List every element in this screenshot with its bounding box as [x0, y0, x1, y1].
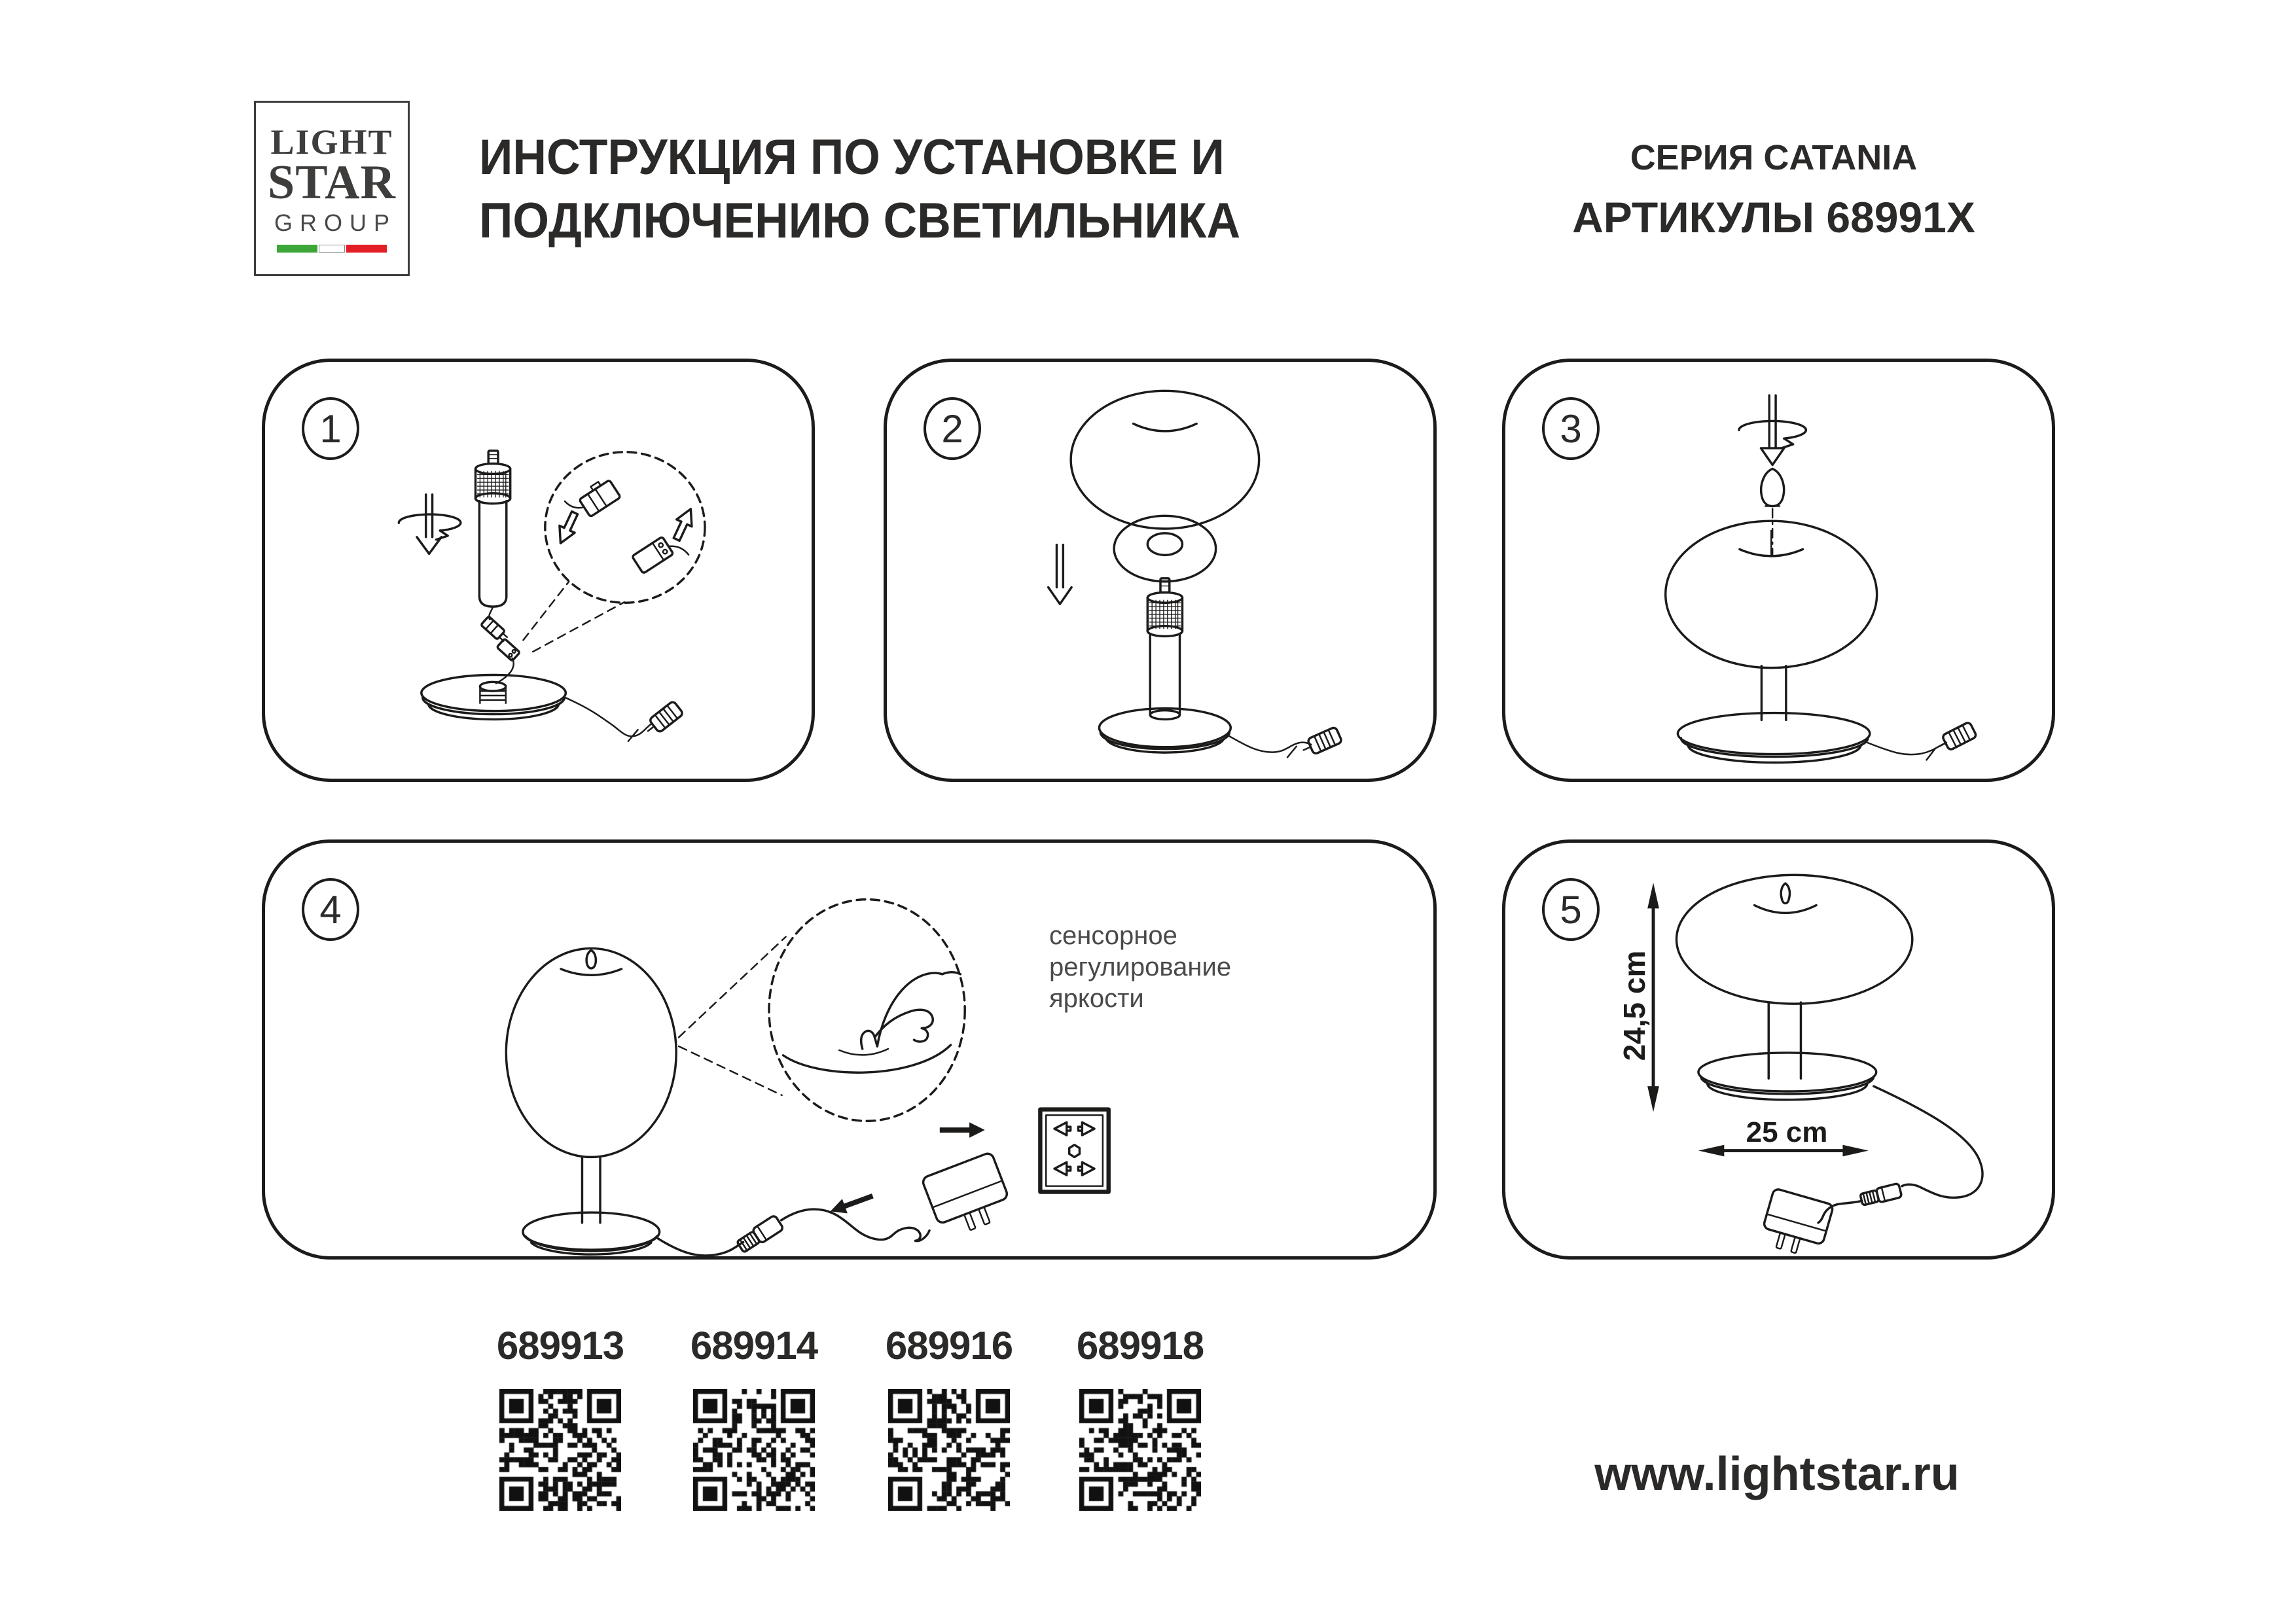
article-item [496, 1323, 624, 1511]
step-number-badge [302, 397, 359, 460]
power-cable [565, 697, 652, 736]
page-title-line1: ИНСТРУКЦИЯ ПО УСТАНОВКЕ И [479, 130, 1225, 185]
article-code: 689914 [690, 1324, 818, 1368]
step-panel-4 [262, 839, 1437, 1260]
touch-note-line2: регулирование [1049, 953, 1232, 981]
stem-pole [1147, 578, 1182, 720]
rotation-arrow-icon [1739, 395, 1806, 465]
power-cable [1228, 735, 1311, 752]
step-panel-5 [1502, 839, 2055, 1260]
article-item [885, 1323, 1013, 1511]
touch-control-note [1049, 920, 1231, 1014]
wall-socket-icon [1040, 1110, 1108, 1192]
page-title-line2: ПОДКЛЮЧЕНИЮ СВЕТИЛЬНИКА [479, 193, 1241, 249]
lamp-shade [1071, 391, 1259, 529]
italy-flag-icon [277, 245, 387, 253]
qr-code [693, 1389, 815, 1511]
logo-word-group: GROUP [274, 209, 397, 237]
width-dimension-label: 25 cm [1746, 1116, 1828, 1148]
step-number-badge [1542, 397, 1600, 460]
table-lamp [1676, 875, 1912, 1100]
shade-rim-line [783, 1045, 951, 1072]
article-code: 689916 [885, 1324, 1013, 1368]
article-code: 689918 [1076, 1324, 1204, 1368]
power-adapter-icon [1759, 1188, 1834, 1256]
flag-green-stripe [277, 245, 317, 253]
step-number: 2 [941, 406, 963, 451]
touch-note-line3: яркости [1049, 984, 1144, 1013]
touch-note-line1: сенсорное [1049, 921, 1177, 950]
qr-code [499, 1389, 621, 1511]
step-number: 4 [319, 887, 342, 932]
washer-disc [1114, 516, 1216, 581]
shade-smile-line [839, 1049, 888, 1055]
flag-white-stripe [319, 245, 346, 253]
step-number-badge [302, 878, 359, 941]
flag-red-stripe [346, 245, 387, 253]
logo-word-light: LIGHT [270, 122, 393, 162]
article-code: 689913 [496, 1324, 624, 1368]
power-cable [658, 1209, 929, 1256]
website-url: www.lightstar.ru [1594, 1448, 1960, 1500]
step-panel-1 [262, 359, 815, 782]
step-panel-2 [884, 359, 1437, 782]
series-articles: АРТИКУЛЫ 68991X [1572, 193, 1975, 241]
inline-connector [736, 1215, 783, 1254]
logo-word-star: STAR [268, 155, 396, 209]
qr-code [888, 1389, 1010, 1511]
article-item [1076, 1323, 1204, 1511]
plug-in-arrow-icon [940, 1122, 985, 1138]
series-block [1518, 137, 2029, 242]
step-number: 5 [1560, 887, 1582, 932]
step-number-badge [924, 397, 981, 460]
page-title [479, 126, 1240, 253]
step4-illustration [265, 843, 1433, 1256]
step-number-badge [1542, 878, 1600, 941]
rotation-arrow-icon [399, 495, 461, 554]
article-item [690, 1323, 818, 1511]
push-direction-arrow-icon [553, 509, 583, 546]
inset-touch-circle [679, 900, 965, 1121]
lamp-shade [1666, 521, 1877, 667]
wire-connector-female [497, 639, 520, 661]
qr-code [1079, 1389, 1201, 1511]
lamp-base [1677, 713, 1869, 763]
power-plug [643, 701, 683, 738]
wire-to-base [496, 658, 514, 683]
lightstar-logo [254, 101, 410, 276]
power-adapter-icon [922, 1152, 1015, 1240]
light-bulb [1761, 468, 1784, 506]
inset-detail-circle [523, 452, 705, 652]
series-name: СЕРИЯ CATANIA [1630, 138, 1918, 177]
step-panel-3 [1502, 359, 2055, 782]
height-dimension-label: 24,5 cm [1617, 950, 1651, 1061]
touch-hand-icon [861, 972, 961, 1049]
step-number: 3 [1560, 406, 1582, 451]
lamp-stem [476, 451, 511, 620]
down-arrow-icon [1049, 545, 1071, 605]
base-hub [480, 682, 505, 703]
lamp-base [1099, 709, 1230, 752]
power-plug [1935, 722, 1977, 754]
inline-connector [1859, 1183, 1901, 1207]
push-direction-arrow-icon [669, 505, 698, 542]
table-lamp [506, 948, 676, 1254]
step-number: 1 [319, 406, 342, 451]
